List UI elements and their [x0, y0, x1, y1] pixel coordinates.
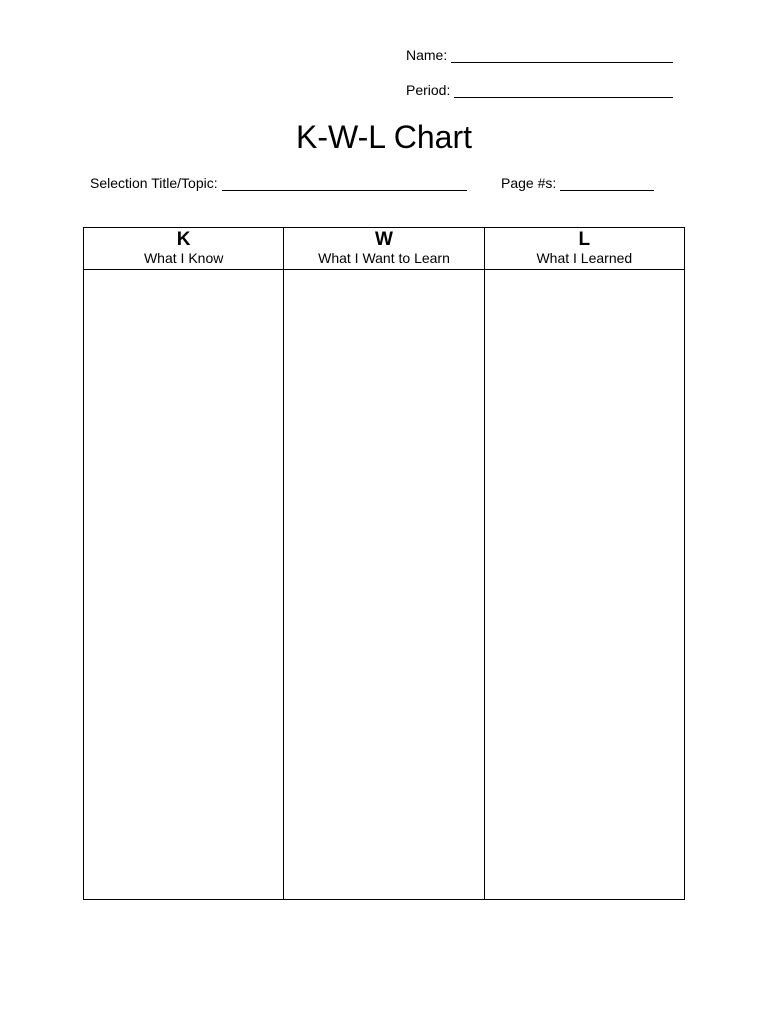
pages-blank-line[interactable]	[560, 177, 654, 191]
column-letter: W	[375, 229, 393, 250]
page-title: K-W-L Chart	[295, 119, 473, 155]
kwl-column-know	[84, 228, 284, 899]
column-letter: K	[176, 229, 191, 250]
period-blank-line[interactable]	[454, 84, 673, 98]
kwl-column-want	[284, 228, 484, 899]
period-field	[406, 82, 673, 98]
kwl-column-body-know[interactable]	[84, 270, 283, 899]
pages-label: Page #s:	[501, 175, 557, 191]
kwl-column-header	[485, 228, 684, 270]
name-blank-line[interactable]	[451, 49, 673, 63]
topic-blank-line[interactable]	[222, 177, 467, 191]
topic-field	[90, 175, 467, 191]
column-subtitle: What I Learned	[536, 250, 633, 266]
kwl-table	[83, 227, 685, 900]
column-letter: L	[578, 229, 591, 250]
pages-field	[501, 175, 654, 191]
name-field	[406, 47, 673, 63]
period-label: Period:	[406, 82, 451, 98]
kwl-column-body-want[interactable]	[284, 270, 483, 899]
kwl-column-header	[84, 228, 283, 270]
kwl-column-header	[284, 228, 483, 270]
kwl-column-learned	[485, 228, 684, 899]
topic-label: Selection Title/Topic:	[90, 175, 218, 191]
kwl-column-body-learned[interactable]	[485, 270, 684, 899]
name-label: Name:	[406, 47, 448, 63]
column-subtitle: What I Know	[143, 250, 224, 266]
column-subtitle: What I Want to Learn	[318, 250, 450, 266]
